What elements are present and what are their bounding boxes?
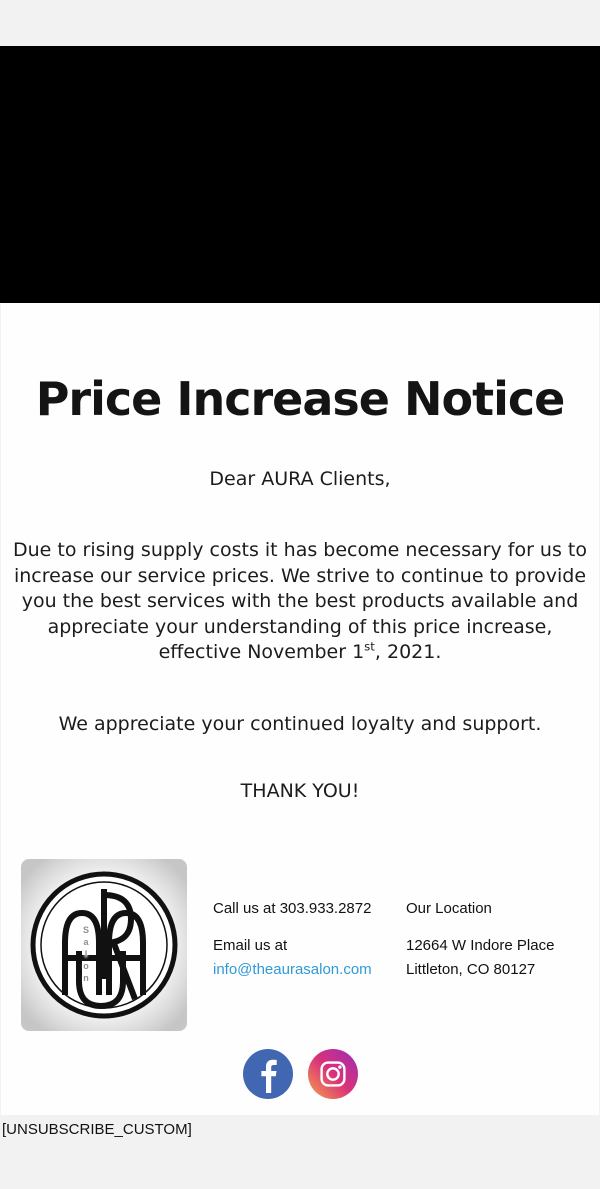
loyalty-text: We appreciate your continued loyalty and support.: [58, 712, 542, 735]
page-title: Price Increase Notice: [35, 372, 565, 426]
location-column: [406, 859, 554, 982]
email-label: Email us at: [213, 937, 288, 955]
logo-salon-text: Salon: [81, 925, 91, 986]
contact-column: [213, 859, 381, 982]
salon-logo: [21, 859, 187, 1031]
location-label: Our Location: [406, 900, 492, 918]
unsubscribe-placeholder: [UNSUBSCRIBE_CUSTOM]: [2, 1121, 192, 1139]
phone-text: Call us at 303.933.2872: [213, 900, 372, 918]
body-paragraph-text: Due to rising supply costs it has become necessary for us to increase our service prices. We strive to continue to provide you the best services with the best products available and appreciate your understanding of this price increase, effective November 1: [13, 539, 587, 664]
instagram-icon[interactable]: [308, 1049, 358, 1099]
greeting-text: Dear AURA Clients,: [209, 468, 391, 491]
top-margin: [0, 0, 600, 46]
footer-margin: [0, 1115, 600, 1189]
address-line1: 12664 W Indore Place: [406, 937, 555, 955]
footer: [1, 859, 599, 1031]
aura-monogram-icon: [21, 859, 187, 1031]
body-paragraph: [11, 538, 589, 666]
header-image: [0, 46, 600, 303]
social-links: [1, 1049, 599, 1099]
body-paragraph-end: , 2021.: [374, 641, 442, 664]
email-link[interactable]: info@theaurasalon.com: [213, 961, 372, 979]
ordinal-superscript: st: [364, 639, 375, 654]
facebook-icon[interactable]: [243, 1049, 293, 1099]
email-body: [1, 303, 599, 1115]
thank-you-text: THANK YOU!: [240, 779, 360, 802]
address-line2: Littleton, CO 80127: [406, 961, 536, 979]
